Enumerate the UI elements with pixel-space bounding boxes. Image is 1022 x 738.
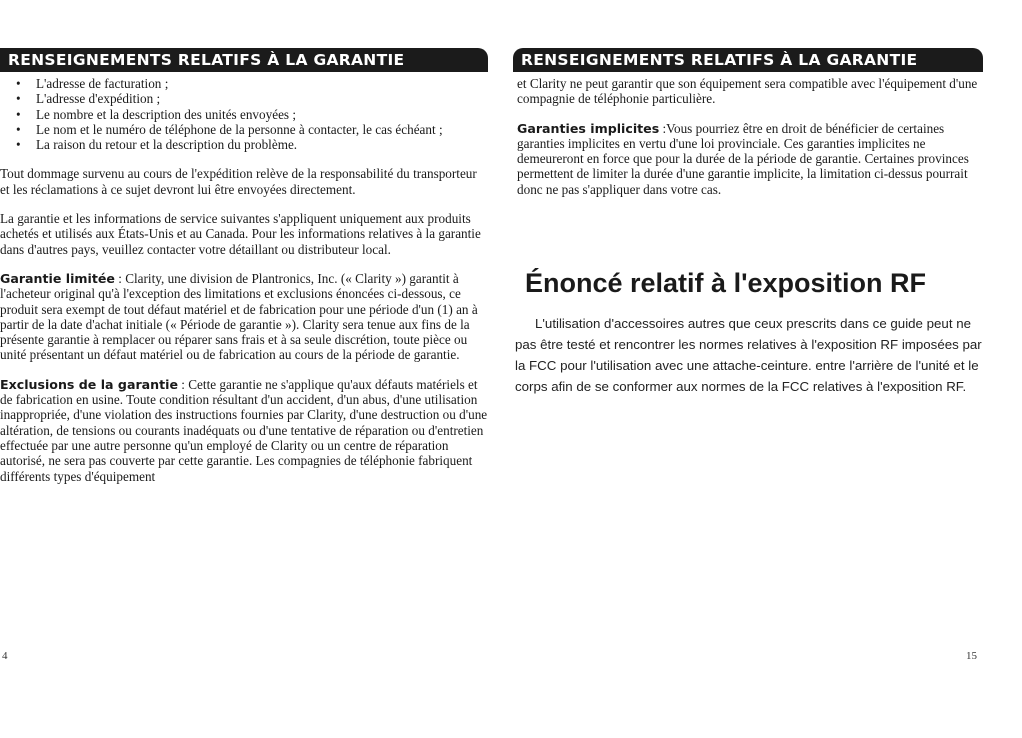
left-section-banner: RENSEIGNEMENTS RELATIFS À LA GARANTIE (0, 48, 488, 72)
rf-exposure-paragraph (515, 313, 985, 397)
rf-exposure-title: Énoncé relatif à l'exposition RF (525, 268, 926, 298)
limited-warranty-heading: Garantie limitée (0, 270, 115, 286)
continued-paragraph: et Clarity ne peut garantir que son équipement sera compatible avec l'équipement d'une compagnie de téléphonie particulière. (517, 76, 978, 107)
limited-warranty-text: : Clarity, une division de Plantronics, Inc. (« Clarity ») garantit à l'acheteur original qu'à l'exception des limitations et exclusions énoncées ci-dessous, ce produit sera exempt de tout défaut matériel et de fabrication pour une période d'un (1) an à partir de la date d'achat initiale (« Période de garantie »). Clarity sera tenue aux fins de la présente garantie à remplacer ou réparer sans frais et à sa seule discrétion, toute pièce ou unité présentant un défaut matériel ou de fabrication au cours de la période de garantie. (0, 270, 478, 363)
right-page-number: 15 (966, 650, 977, 662)
left-page (0, 48, 488, 484)
limited-warranty-paragraph (0, 271, 488, 363)
right-page (513, 48, 983, 197)
implied-warranties-heading: Garanties implicites (517, 120, 660, 136)
shipping-damage-paragraph: Tout dommage survenu au cours de l'expédition relève de la responsabilité du transporteur et les réclamations à ce sujet devront lui être envoyées directement. (0, 166, 477, 197)
exclusions-text: : Cette garantie ne s'applique qu'aux défauts matériels et de fabrication en usine. Toute condition résultant d'un accident, d'un abus, d'une utilisation inappropriée, d'une violation des instructions fournies par Clarity, d'une destruction ou d'une altération, de tensions ou courants inadéquats ou d'une tentative de réparation ou d'entretien effectuée par une autre personne qu'un employé de Clarity ou un centre de réparation autorisé, ne sera pas couverte par cette garantie. Les compagnies de téléphonie fabriquent différents types d'équipement (0, 376, 488, 484)
implied-warranties-paragraph (517, 121, 983, 197)
list-item: • L'adresse de facturation ; (16, 76, 488, 91)
list-item: • Le nom et le numéro de téléphone de la personne à contacter, le cas échéant ; (16, 122, 488, 137)
right-section-banner: RENSEIGNEMENTS RELATIFS À LA GARANTIE (513, 48, 983, 72)
implied-warranties-text: :Vous pourriez être en droit de bénéficier de certaines garanties implicites en vertu d'une loi provinciale. Ces garanties implicites ne demeureront en force que pour la durée de la période de garantie. Certaines provinces permettent de limiter la durée d'une garantie implicite, la limitation ci-dessus pourrait donc ne pas s'appliquer dans votre cas. (517, 120, 969, 197)
list-item: • L'adresse d'expédition ; (16, 91, 488, 106)
list-item: • La raison du retour et la description du problème. (16, 137, 488, 152)
exclusions-heading: Exclusions de la garantie (0, 376, 178, 392)
required-info-list (0, 76, 488, 152)
left-page-number: 4 (2, 650, 8, 662)
exclusions-paragraph (0, 377, 488, 484)
list-item: • Le nombre et la description des unités envoyées ; (16, 107, 488, 122)
warranty-scope-paragraph: La garantie et les informations de service suivantes s'appliquent uniquement aux produits achetés et utilisés aux États-Unis et au Canada. Pour les informations relatives à la garantie dans d'autres pays, veuillez contacter votre détaillant ou distributeur local. (0, 211, 481, 257)
rf-exposure-text: L'utilisation d'accessoires autres que ceux prescrits dans ce guide peut ne pas être testé et rencontrer les normes relatives à l'exposition RF imposées par la FCC pour l'utilisation avec une attache-ceinture. entre l'arrière de l'unité et le corps afin de se conformer aux normes de la FCC relatives à l'exposition RF. (515, 316, 982, 394)
